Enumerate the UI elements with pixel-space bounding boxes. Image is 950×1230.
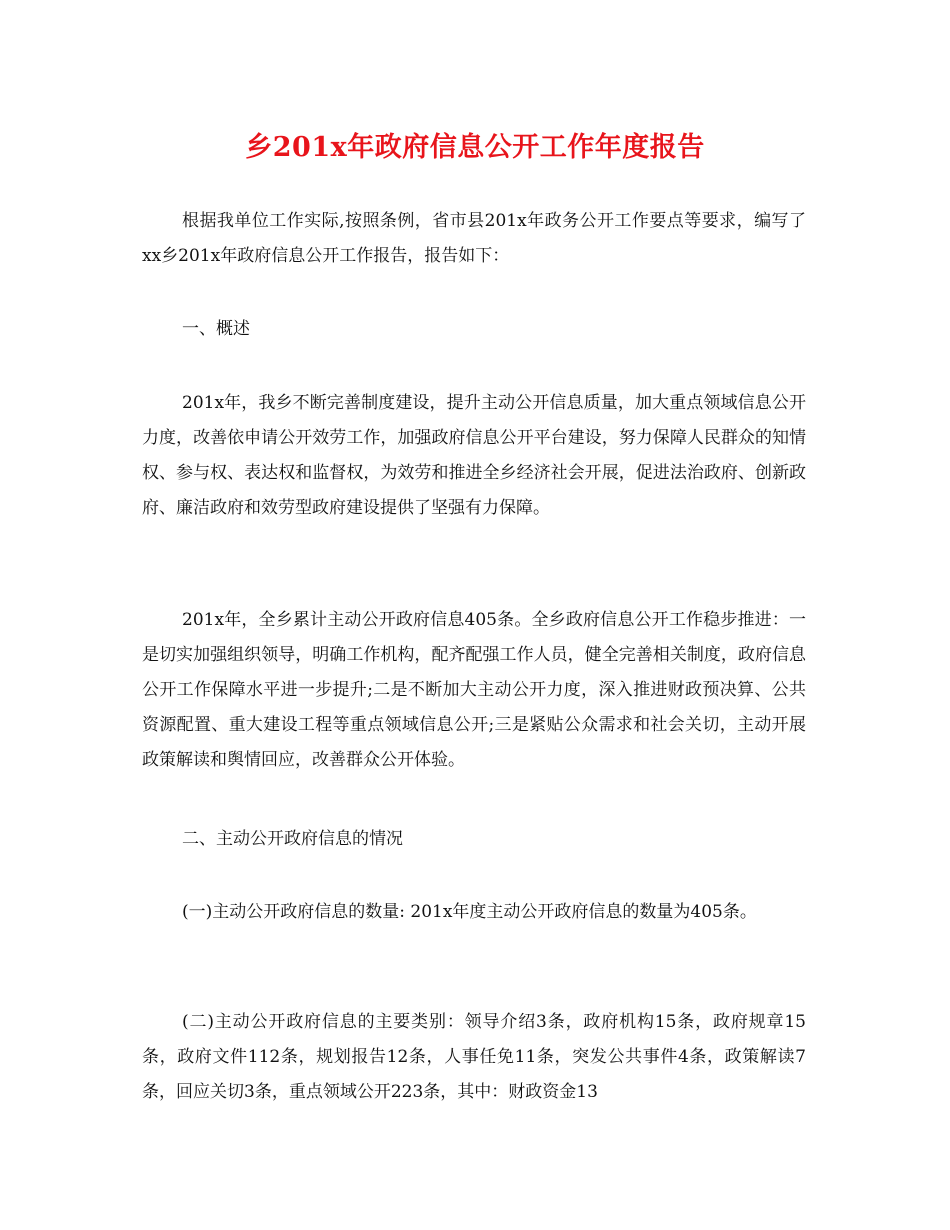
document-title: 乡201x年政府信息公开工作年度报告 xyxy=(245,132,705,163)
section-heading-active-disclosure: 二、主动公开政府信息的情况 xyxy=(182,829,403,849)
disclosure-categories-paragraph: (二)主动公开政府信息的主要类别：领导介绍3条，政府机构15条，政府规章15条，政府文件112条，规划报告12条，人事任免11条，突发公共事件4条，政策解读7条，回应关切3条，重点领域公开223条，其中：财政资金13 xyxy=(142,1012,806,1102)
intro-paragraph: 根据我单位工作实际,按照条例，省市县201x年政务公开工作要点等要求，编写了xx乡201x年政府信息公开工作报告，报告如下： xyxy=(142,211,806,266)
disclosure-count-paragraph: (一)主动公开政府信息的数量: 201x年度主动公开政府信息的数量为405条。 xyxy=(182,902,757,922)
overview-paragraph-1: 201x年，我乡不断完善制度建设，提升主动公开信息质量，加大重点领域信息公开力度，改善依申请公开效劳工作，加强政府信息公开平台建设，努力保障人民群众的知情权、参与权、表达权和监督权，为效劳和推进全乡经济社会开展，促进法治政府、创新政府、廉洁政府和效劳型政府建设提供了坚强有力保障。 xyxy=(142,393,806,518)
overview-paragraph-2: 201x年，全乡累计主动公开政府信息405条。全乡政府信息公开工作稳步推进：一是切实加强组织领导，明确工作机构，配齐配强工作人员，健全完善相关制度，政府信息公开工作保障水平进一步提升;二是不断加大主动公开力度，深入推进财政预决算、公共资源配置、重大建设工程等重点领域信息公开;三是紧贴公众需求和社会关切，主动开展政策解读和舆情回应，改善群众公开体验。 xyxy=(142,610,806,770)
section-heading-overview: 一、概述 xyxy=(182,319,250,339)
